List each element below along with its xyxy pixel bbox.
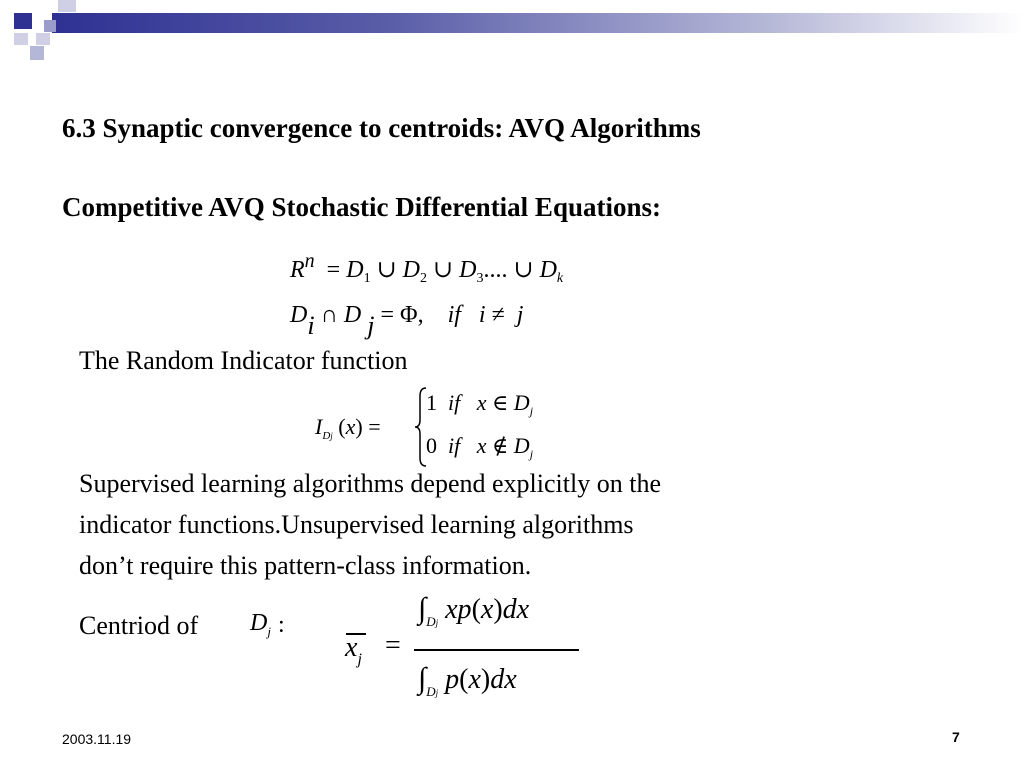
centroid-equals: = — [385, 630, 401, 661]
paragraph-line: Supervised learning algorithms depend explicitly on the — [79, 469, 661, 498]
centroid-label: Centriod of — [79, 611, 199, 640]
centroid-symbol: $x_j$ — [345, 632, 362, 668]
header-square-5 — [36, 33, 50, 45]
slide-subtitle: Competitive AVQ Stochastic Differential Equations: — [62, 192, 661, 222]
header-square-3 — [58, 0, 76, 12]
header-square-4 — [14, 33, 28, 45]
centroid-denominator: $\int_{Dj}$ p(x)dx — [418, 662, 517, 699]
random-indicator-label: The Random Indicator function — [79, 346, 408, 375]
centroid-set-symbol: $D_j$ — [250, 610, 271, 639]
indicator-case-zero: 0 if x ∉ $D_j$ — [426, 433, 534, 461]
indicator-lhs: $I_{Dj}$ (x) = — [315, 414, 381, 442]
page-number: 7 — [952, 729, 960, 745]
header-square-1 — [14, 13, 32, 29]
footer-date: 2003.11.19 — [62, 731, 132, 747]
header-square-6 — [30, 46, 44, 60]
equation-partition: $R^n = D_1$ ∪ $D_2$ ∪ $D_3$.... ∪ $D_k$ — [290, 250, 564, 286]
centroid-colon: : — [278, 612, 285, 638]
slide-title: 6.3 Synaptic convergence to centroids: AVQ Algorithms — [62, 113, 701, 143]
centroid-numerator: $\int_{Dj}$ xp(x)dx — [418, 592, 530, 629]
paragraph-line: don’t require this pattern-class information. — [79, 551, 532, 580]
header-square-7 — [44, 20, 56, 32]
equation-disjoint: Di ∩ D j = Φ, if i ≠ j — [290, 302, 524, 340]
indicator-case-one: 1 if x ∈ $D_j$ — [426, 390, 534, 418]
fraction-bar — [414, 649, 579, 651]
header-gradient-bar — [52, 13, 1024, 33]
learning-paragraph — [79, 463, 661, 586]
paragraph-line: indicator functions.Unsupervised learning algorithms — [79, 510, 634, 539]
